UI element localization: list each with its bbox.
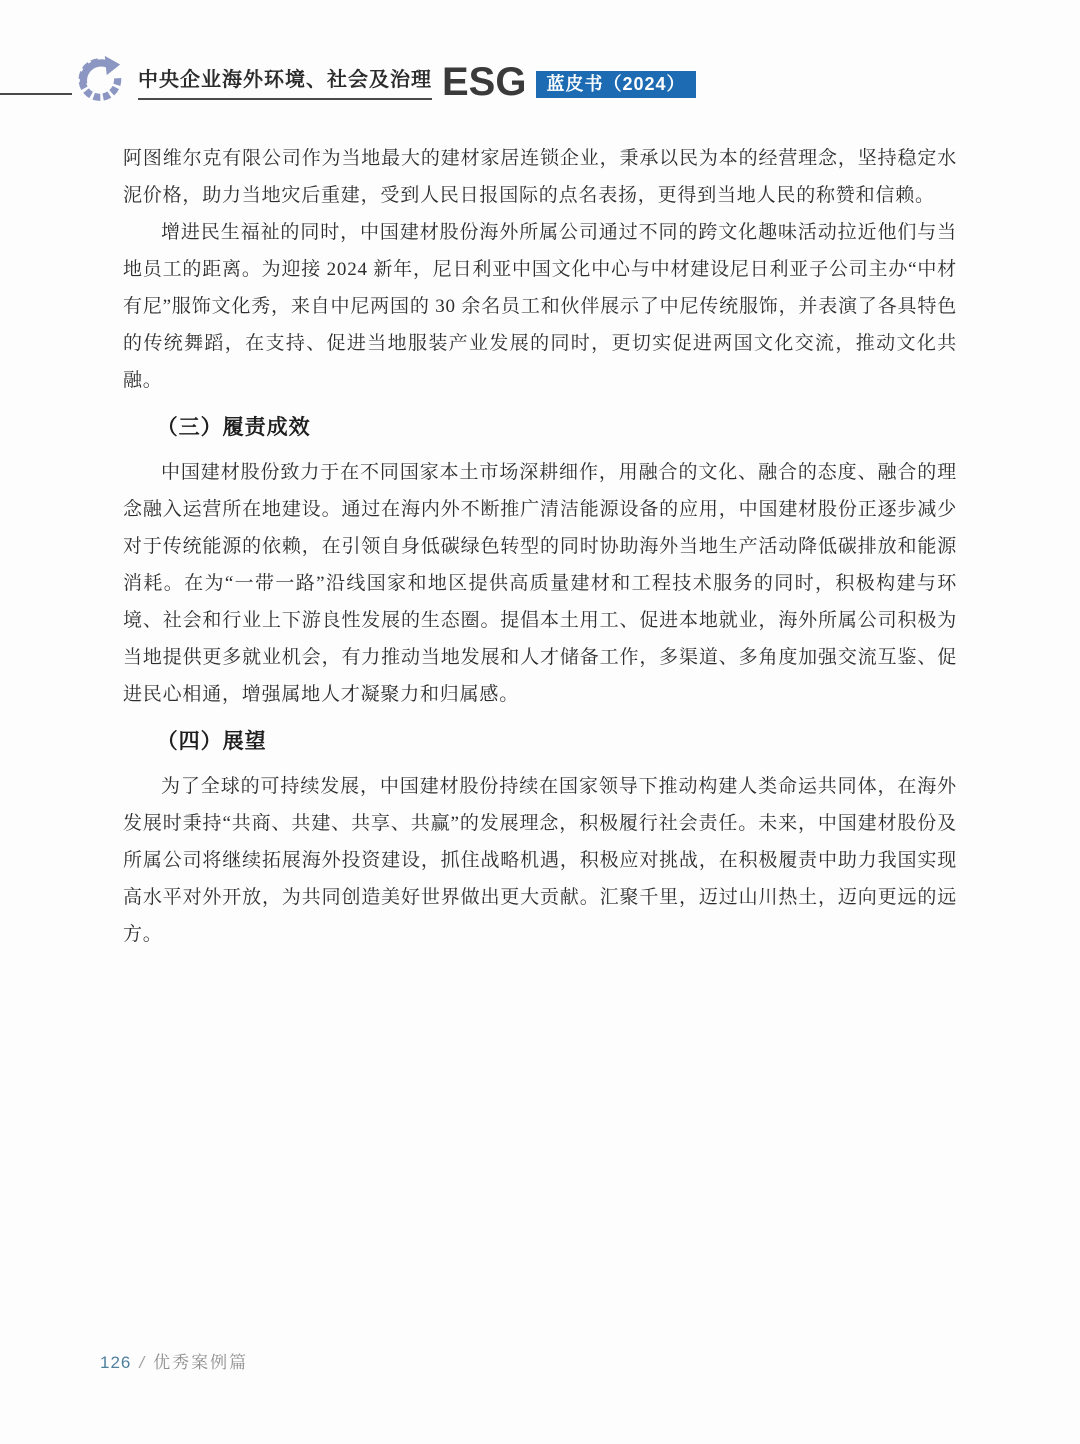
section-heading-3: （三）履责成效 — [156, 415, 311, 439]
page-footer — [100, 1348, 248, 1373]
paragraph-intro-continuation: 阿图维尔克有限公司作为当地最大的建材家居连锁企业，秉承以民为本的经营理念，坚持稳定水泥价格，助力当地灾后重建，受到人民日报国际的点名表扬，更得到当地人民的称赞和信赖。 — [123, 148, 957, 206]
section-3-paragraph: 中国建材股份致力于在不同国家本土市场深耕细作，用融合的文化、融合的态度、融合的理念融入运营所在地建设。通过在海内外不断推广清洁能源设备的应用，中国建材股份正逐步减少对于传统能源的依赖，在引领自身低碳绿色转型的同时协助海外当地生产活动降低碳排放和能源消耗。在为“一带一路”沿线国家和地区提供高质量建材和工程技术服务的同时，积极构建与环境、社会和行业上下游良性发展的生态圈。提倡本土用工、促进本地就业，海外所属公司积极为当地提供更多就业机会，有力推动当地发展和人才储备工作，多渠道、多角度加强交流互鉴、促进民心相通，增强属地人才凝聚力和归属感。 — [123, 462, 957, 705]
series-title: 中央企业海外环境、社会及治理 — [138, 70, 432, 100]
paragraph-intro-2: 增进民生福祉的同时，中国建材股份海外所属公司通过不同的跨文化趣味活动拉近他们与当地员工的距离。为迎接 2024 新年，尼日利亚中国文化中心与中材建设尼日利亚子公司主办“中材有尼”服饰文化秀，来自中尼两国的 30 余名员工和伙伴展示了中尼传统服饰，并表演了各具特色的传统舞蹈，在支持、促进当地服装产业发展的同时，更切实促进两国文化交流，推动文化共融。 — [123, 222, 957, 391]
page-number: 126 — [100, 1353, 132, 1372]
footer-separator: / — [139, 1353, 146, 1372]
circular-arrow-logo-icon — [76, 52, 124, 104]
footer-section-title: 优秀案例篇 — [153, 1353, 249, 1372]
document-body — [123, 140, 957, 953]
section-heading-4: （四）展望 — [156, 729, 267, 753]
header — [138, 60, 696, 104]
esg-label: ESG — [442, 60, 527, 104]
header-left-rule — [0, 93, 72, 95]
blue-book-badge: 蓝皮书（2024） — [536, 71, 695, 98]
section-4-paragraph: 为了全球的可持续发展，中国建材股份持续在国家领导下推动构建人类命运共同体，在海外发展时秉持“共商、共建、共享、共赢”的发展理念，积极履行社会责任。未来，中国建材股份及所属公司将继续拓展海外投资建设，抓住战略机遇，积极应对挑战，在积极履责中助力我国实现高水平对外开放，为共同创造美好世界做出更大贡献。汇聚千里，迈过山川热土，迈向更远的远方。 — [123, 776, 957, 945]
